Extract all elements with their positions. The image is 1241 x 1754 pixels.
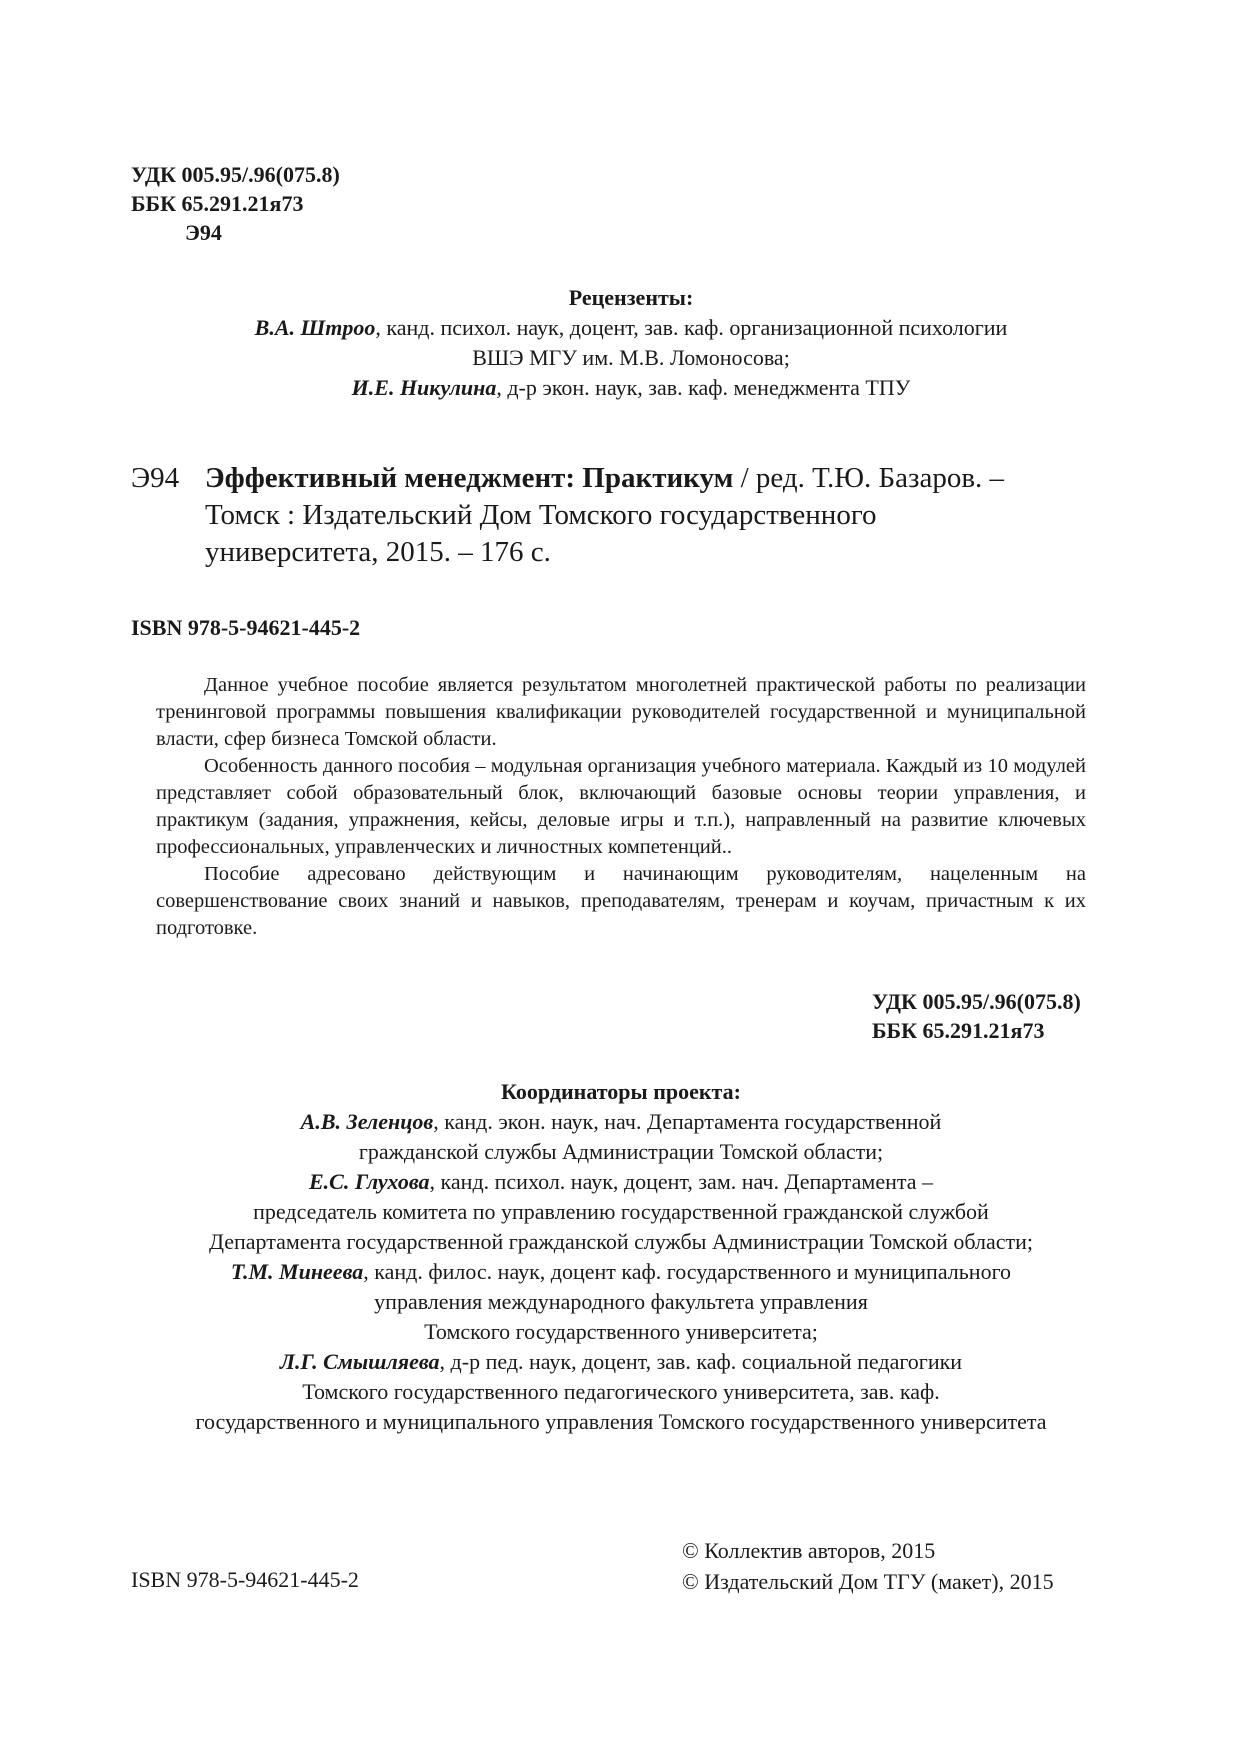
abstract-paragraph-2: Особенность данного пособия – модульная организация учебного материала. Каждый из 10 модулей представляет собой образовательный блок, включающий базовые основы теории управления, и практикум (задания, упражнения, кейсы, деловые игры и т.п.), направленный на развитие ключевых профессиональных, управленческих и личностных компетенций.. — [156, 755, 1086, 858]
reviewer-1-affiliation: ВШЭ МГУ им. М.В. Ломоносова; — [472, 345, 790, 370]
coordinator-4 — [131, 1347, 1111, 1377]
bbk-code: ББК 65.291.21я73 — [131, 191, 304, 216]
classification-udk: УДК 005.95/.96(075.8) — [872, 989, 1081, 1014]
udk-block — [131, 160, 340, 247]
coordinator-3-text: , канд. филос. наук, доцент каф. государственного и муниципального — [363, 1259, 1012, 1284]
reviewer-1-name: В.А. Штроо — [254, 315, 376, 340]
coordinator-1 — [131, 1107, 1111, 1137]
coordinators-heading: Координаторы проекта: — [501, 1079, 741, 1104]
coordinator-4-text: , д-р пед. наук, доцент, зав. каф. социальной педагогики — [439, 1349, 963, 1374]
author-mark: Э94 — [185, 220, 222, 245]
abstract — [156, 672, 1086, 942]
coordinator-2-line-2: председатель комитета по управлению государственной гражданской службой — [253, 1199, 989, 1224]
catalog-body — [205, 460, 1105, 571]
copyright-authors: © Коллектив авторов, 2015 — [682, 1538, 936, 1563]
coordinator-3-line-3: Томского государственного университета; — [424, 1319, 818, 1344]
classification-bbk: ББК 65.291.21я73 — [872, 1018, 1045, 1043]
abstract-paragraph-1: Данное учебное пособие является результатом многолетней практической работы по реализации тренинговой программы повышения квалификации руководителей государственной и муниципальной власти, сфер бизнеса Томской области. — [156, 674, 1086, 750]
abstract-paragraph-3: Пособие адресовано действующим и начинающим руководителям, нацеленным на совершенствование своих знаний и навыков, преподавателям, тренерам и коучам, причастным к их подготовке. — [156, 863, 1086, 939]
coordinator-4-line-3: государственного и муниципального управления Томского государственного университета — [195, 1409, 1047, 1434]
book-title: Эффективный менеджмент: Практикум — [205, 462, 734, 494]
udk-code: УДК 005.95/.96(075.8) — [131, 162, 340, 187]
coordinator-1-name: А.В. Зеленцов — [300, 1109, 434, 1134]
classification-block — [872, 987, 1081, 1045]
coordinator-4-line-2: Томского государственного педагогического университета, зав. каф. — [302, 1379, 940, 1404]
coordinator-2 — [131, 1167, 1111, 1197]
coordinator-2-line-3: Департамента государственной гражданской службы Администрации Томской области; — [208, 1229, 1034, 1254]
reviewer-2-text: , д-р экон. наук, зав. каф. менеджмента ТПУ — [496, 375, 911, 400]
isbn-bottom: ISBN 978-5-94621-445-2 — [131, 1567, 359, 1592]
coordinator-2-name: Е.С. Глухова — [308, 1169, 430, 1194]
reviewers-heading: Рецензенты: — [568, 285, 694, 310]
reviewer-1 — [131, 313, 1131, 343]
coordinator-3-name: Т.М. Минеева — [230, 1259, 364, 1284]
catalog-line-2: Томск : Издательский Дом Томского государственного — [205, 499, 877, 531]
coordinators-block — [131, 1077, 1111, 1437]
catalog-line-3: университета, 2015. – 176 с. — [205, 536, 551, 568]
coordinator-1-text: , канд. экон. наук, нач. Департамента государственной — [433, 1109, 942, 1134]
catalog-line-1-rest: / ред. Т.Ю. Базаров. – — [733, 462, 1005, 494]
coordinator-4-name: Л.Г. Смышляева — [279, 1349, 440, 1374]
copyright-publisher: © Издательский Дом ТГУ (макет), 2015 — [682, 1569, 1054, 1594]
reviewer-2 — [131, 373, 1131, 403]
reviewer-2-name: И.Е. Никулина — [351, 375, 497, 400]
reviewer-1-text: , канд. психол. наук, доцент, зав. каф. организационной психологии — [375, 315, 1008, 340]
coordinator-3-line-2: управления международного факультета управления — [374, 1289, 868, 1314]
coordinator-3 — [131, 1257, 1111, 1287]
catalog-code: Э94 — [131, 462, 180, 494]
coordinator-2-text: , канд. психол. наук, доцент, зам. нач. Департамента – — [429, 1169, 934, 1194]
reviewers-block — [131, 283, 1131, 403]
isbn-top: ISBN 978-5-94621-445-2 — [131, 615, 361, 640]
catalog-line-1 — [205, 460, 1105, 497]
coordinator-1-line-2: гражданской службы Администрации Томской области; — [358, 1139, 884, 1164]
copyright-block — [682, 1535, 1054, 1597]
